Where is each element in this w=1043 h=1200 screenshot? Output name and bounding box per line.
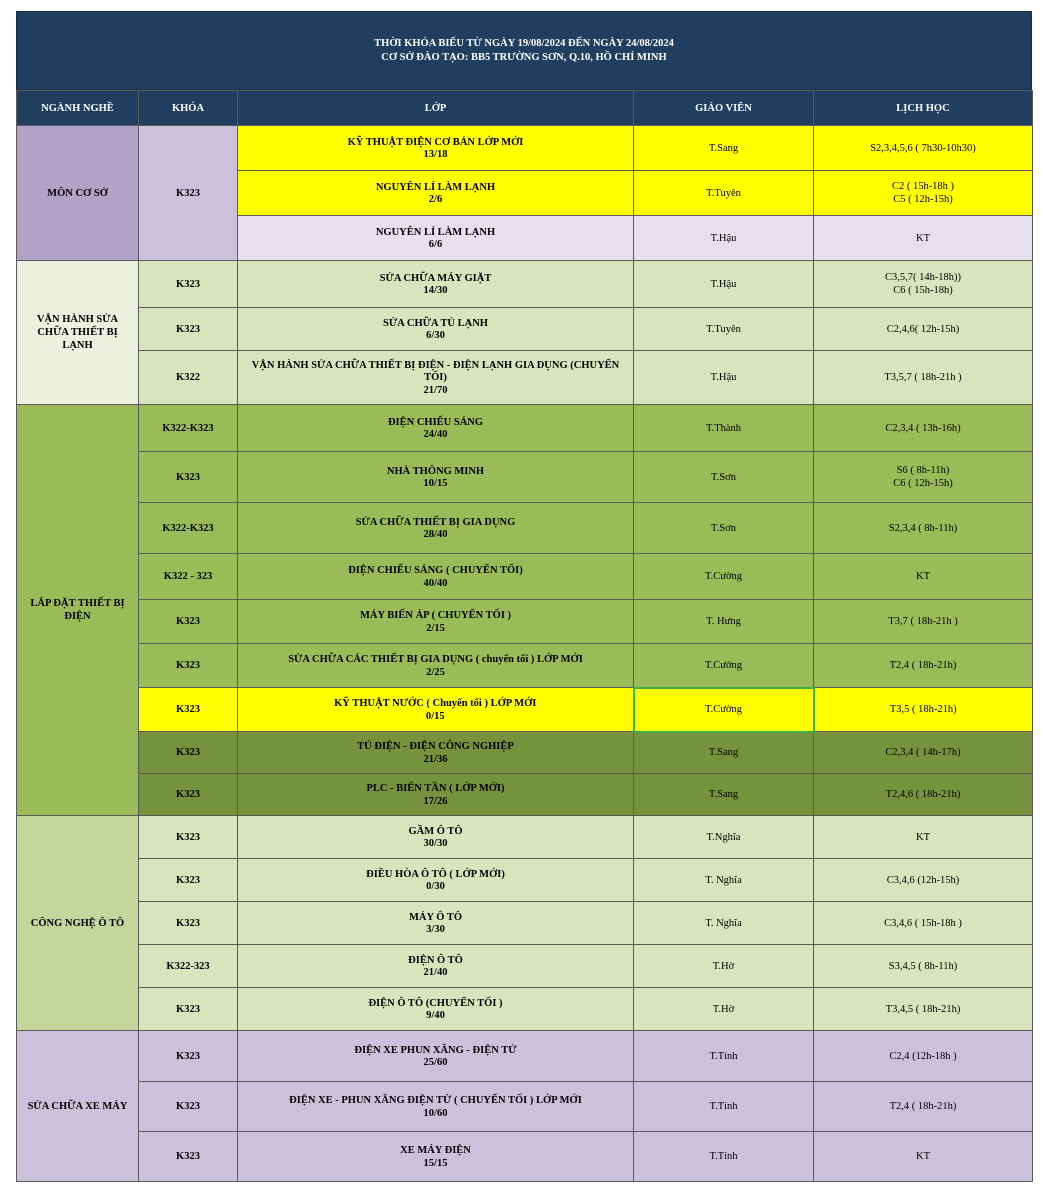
teacher-cell: T.Hờ	[634, 945, 814, 988]
schedule-body	[17, 126, 1033, 1182]
course-cell: K323	[139, 308, 238, 351]
schedule-table	[16, 90, 1033, 1182]
major-cell: LẮP ĐẶT THIẾT BỊ ĐIỆN	[17, 405, 139, 816]
schedule-line: T3,5 ( 18h-21h)	[889, 704, 957, 715]
schedule-line: KT	[916, 1151, 930, 1162]
schedule-line: T3,4,5 ( 18h-21h)	[885, 1003, 961, 1015]
schedule-cell	[814, 503, 1033, 554]
class-name: XE MÁY ĐIỆN	[400, 1145, 471, 1156]
table-row	[17, 452, 1033, 503]
enrollment-count: 25/60	[423, 1057, 448, 1068]
major-cell: SỬA CHỮA XE MÁY	[17, 1031, 139, 1182]
table-row	[17, 902, 1033, 945]
schedule-cell	[814, 816, 1033, 859]
teacher-cell: T.Hậu	[634, 261, 814, 308]
schedule-line: T2,4 ( 18h-21h)	[889, 1101, 957, 1112]
course-cell: K323	[139, 988, 238, 1031]
schedule-cell	[814, 308, 1033, 351]
class-cell	[238, 351, 634, 405]
schedule-cell	[814, 216, 1033, 261]
class-cell	[238, 452, 634, 503]
class-name: NGUYÊN LÍ LÀM LẠNH	[375, 226, 496, 238]
teacher-cell: T. Nghĩa	[634, 902, 814, 945]
class-name: SỬA CHỮA TỦ LẠNH	[383, 317, 488, 329]
schedule-line: C3,4,6 ( 15h-18h )	[884, 917, 962, 929]
schedule-cell	[814, 859, 1033, 902]
course-cell: K323	[139, 126, 238, 261]
schedule-line: T2,4 ( 18h-21h)	[889, 660, 957, 671]
table-row	[17, 774, 1033, 816]
enrollment-count: 0/15	[425, 710, 445, 722]
schedule-cell	[814, 126, 1033, 171]
table-row	[17, 600, 1033, 644]
schedule-line: C3,5,7( 14h-18h))	[884, 272, 962, 283]
course-cell: K323	[139, 732, 238, 774]
table-row	[17, 945, 1033, 988]
schedule-line: KT	[916, 232, 930, 244]
schedule-line: C6 ( 15h-18h)	[893, 285, 953, 296]
class-cell	[238, 774, 634, 816]
class-name: SỬA CHỮA THIẾT BỊ GIA DỤNG	[355, 516, 516, 528]
header-schedule: LỊCH HỌC	[814, 91, 1033, 126]
class-name: ĐIỆN Ô TÔ (CHUYỂN TỐI )	[368, 997, 503, 1009]
class-cell	[238, 171, 634, 216]
schedule-line: S3,4,5 ( 8h-11h)	[888, 960, 958, 972]
teacher-cell: T.Sơn	[634, 503, 814, 554]
class-cell	[238, 216, 634, 261]
schedule-line: C5 ( 12h-15h)	[893, 194, 953, 205]
teacher-cell: T.Thành	[634, 405, 814, 452]
major-cell: MÔN CƠ SỞ	[17, 126, 139, 261]
table-row	[17, 859, 1033, 902]
teacher-cell: T.Sơn	[634, 452, 814, 503]
header-row	[17, 91, 1033, 126]
schedule-cell	[814, 171, 1033, 216]
major-cell: VẬN HÀNH SỬA CHỮA THIẾT BỊ LẠNH	[17, 261, 139, 405]
class-cell	[238, 1132, 634, 1182]
table-row	[17, 688, 1033, 732]
teacher-cell: T.Tính	[634, 1082, 814, 1132]
enrollment-count: 3/30	[426, 924, 445, 935]
class-cell	[238, 732, 634, 774]
class-cell	[238, 1031, 634, 1082]
class-cell	[238, 644, 634, 688]
table-row	[17, 351, 1033, 405]
class-cell	[238, 600, 634, 644]
class-name: KỸ THUẬT ĐIỆN CƠ BẢN LỚP MỚI	[347, 136, 524, 148]
enrollment-count: 40/40	[423, 577, 448, 589]
teacher-cell: T.Sang	[634, 732, 814, 774]
class-cell	[238, 902, 634, 945]
class-cell	[238, 308, 634, 351]
schedule-cell	[814, 902, 1033, 945]
class-name: NHÀ THÔNG MINH	[386, 465, 485, 477]
class-name: TỦ ĐIỆN - ĐIỆN CÔNG NGHIỆP	[357, 741, 514, 752]
teacher-cell: T.Cường	[634, 644, 814, 688]
major-cell: CÔNG NGHỆ Ô TÔ	[17, 816, 139, 1031]
enrollment-count: 15/15	[423, 1157, 448, 1169]
enrollment-count: 9/40	[426, 1010, 445, 1021]
teacher-cell: T.Sang	[634, 126, 814, 171]
table-row	[17, 503, 1033, 554]
class-cell	[238, 503, 634, 554]
enrollment-count: 6/30	[426, 330, 445, 341]
schedule-line: C6 ( 12h-15h)	[893, 478, 953, 489]
schedule-cell	[814, 774, 1033, 816]
schedule-line: C2 ( 15h-18h )	[891, 181, 955, 192]
class-cell	[238, 126, 634, 171]
course-cell: K322 - 323	[139, 554, 238, 600]
enrollment-count: 21/40	[423, 967, 448, 978]
course-cell: K322-K323	[139, 503, 238, 554]
enrollment-count: 2/6	[428, 194, 443, 205]
course-cell: K323	[139, 902, 238, 945]
teacher-cell: T.Nghĩa	[634, 816, 814, 859]
schedule-line: S6 ( 8h-11h)	[896, 465, 950, 476]
enrollment-count: 2/15	[426, 622, 445, 634]
course-cell: K323	[139, 1132, 238, 1182]
schedule-line: S2,3,4 ( 8h-11h)	[888, 522, 958, 534]
enrollment-count: 24/40	[423, 429, 448, 440]
class-cell	[238, 688, 634, 732]
table-row	[17, 308, 1033, 351]
teacher-cell: T.Hậu	[634, 216, 814, 261]
course-cell: K323	[139, 859, 238, 902]
teacher-cell: T.Tuyên	[634, 171, 814, 216]
table-row	[17, 1132, 1033, 1182]
schedule-line: C2,3,4 ( 13h-16h)	[885, 422, 961, 434]
schedule-line: C2,3,4 ( 14h-17h)	[885, 747, 961, 758]
schedule-cell	[814, 688, 1033, 732]
title-campus: CƠ SỞ ĐÀO TẠO: BB5 TRƯỜNG SƠN, Q.10, HỒ CHÍ MINH	[381, 51, 667, 63]
teacher-cell: T.Cường	[634, 688, 814, 732]
course-cell: K323	[139, 452, 238, 503]
teacher-cell: T.Cường	[634, 554, 814, 600]
enrollment-count: 14/30	[423, 285, 448, 296]
header-class: LỚP	[238, 91, 634, 126]
schedule-cell	[814, 261, 1033, 308]
table-row	[17, 261, 1033, 308]
class-name: ĐIỆN XE PHUN XĂNG - ĐIỆN TỬ	[354, 1044, 517, 1056]
table-row	[17, 1031, 1033, 1082]
header-teacher: GIÁO VIÊN	[634, 91, 814, 126]
enrollment-count: 10/15	[423, 478, 448, 489]
schedule-cell	[814, 1132, 1033, 1182]
enrollment-count: 21/36	[423, 753, 448, 765]
class-cell	[238, 405, 634, 452]
schedule-line: KT	[916, 571, 930, 582]
table-row	[17, 554, 1033, 600]
course-cell: K323	[139, 1031, 238, 1082]
class-cell	[238, 816, 634, 859]
class-name: ĐIỀU HÒA Ô TÔ ( LỚP MỚI)	[366, 868, 505, 880]
schedule-cell	[814, 988, 1033, 1031]
enrollment-count: 0/30	[426, 881, 445, 892]
schedule-cell	[814, 452, 1033, 503]
course-cell: K323	[139, 774, 238, 816]
header-major: NGÀNH NGHỀ	[17, 91, 139, 126]
course-cell: K323	[139, 644, 238, 688]
schedule-cell	[814, 351, 1033, 405]
schedule-cell	[814, 600, 1033, 644]
enrollment-count: 10/60	[423, 1107, 448, 1119]
course-cell: K323	[139, 1082, 238, 1132]
class-name: ĐIỆN CHIẾU SÁNG	[387, 416, 484, 428]
teacher-cell: T. Nghĩa	[634, 859, 814, 902]
enrollment-count: 13/18	[423, 149, 448, 160]
enrollment-count: 21/70	[423, 384, 448, 396]
schedule-line: T3,7 ( 18h-21h )	[888, 616, 958, 627]
enrollment-count: 17/26	[423, 795, 448, 807]
schedule-cell	[814, 405, 1033, 452]
class-name: SỬA CHỮA MÁY GIẶT	[379, 272, 492, 284]
schedule-line: S2,3,4,5,6 ( 7h30-10h30)	[870, 142, 976, 154]
schedule-line: T3,5,7 ( 18h-21h )	[884, 372, 962, 383]
class-cell	[238, 988, 634, 1031]
class-name: ĐIỆN Ô TÔ	[408, 954, 463, 966]
class-cell	[238, 945, 634, 988]
table-row	[17, 988, 1033, 1031]
course-cell: K322	[139, 351, 238, 405]
class-cell	[238, 554, 634, 600]
teacher-cell: T.Tuyên	[634, 308, 814, 351]
schedule-line: C2,4 (12h-18h )	[889, 1050, 957, 1062]
course-cell: K322-K323	[139, 405, 238, 452]
class-cell	[238, 1082, 634, 1132]
class-name: GẦM Ô TÔ	[408, 825, 463, 837]
table-row	[17, 732, 1033, 774]
class-name: MÁY Ô TÔ	[408, 911, 463, 923]
schedule-cell	[814, 1082, 1033, 1132]
schedule-cell	[814, 1031, 1033, 1082]
table-row	[17, 816, 1033, 859]
title-date-range: THỜI KHÓA BIỂU TỪ NGÀY 19/08/2024 ĐẾN NGÀY 24/08/2024	[374, 37, 674, 49]
teacher-cell: T.Tính	[634, 1132, 814, 1182]
timetable-title	[16, 11, 1032, 90]
course-cell: K323	[139, 688, 238, 732]
class-name: ĐIỆN CHIẾU SÁNG ( CHUYỂN TỐI)	[348, 565, 523, 576]
schedule-line: KT	[916, 831, 930, 843]
class-name: ĐIỆN XE - PHUN XĂNG ĐIỆN TỬ ( CHUYỂN TỐI ) LỚP MỚI	[289, 1095, 582, 1106]
teacher-cell: T.Sang	[634, 774, 814, 816]
class-cell	[238, 859, 634, 902]
course-cell: K322-323	[139, 945, 238, 988]
teacher-cell: T.Tính	[634, 1031, 814, 1082]
table-row	[17, 126, 1033, 171]
enrollment-count: 30/30	[423, 838, 448, 849]
table-row	[17, 1082, 1033, 1132]
course-cell: K323	[139, 600, 238, 644]
teacher-cell: T.Hờ	[634, 988, 814, 1031]
enrollment-count: 2/25	[426, 666, 445, 678]
schedule-cell	[814, 554, 1033, 600]
course-cell: K323	[139, 816, 238, 859]
schedule-cell	[814, 945, 1033, 988]
table-row	[17, 405, 1033, 452]
teacher-cell: T.Hậu	[634, 351, 814, 405]
class-name: VẬN HÀNH SỬA CHỮA THIẾT BỊ ĐIỆN - ĐIỆN LẠNH GIA DỤNG (CHUYỂN TỐI)	[251, 359, 620, 384]
schedule-line: T2,4,6 ( 18h-21h)	[885, 789, 961, 800]
enrollment-count: 6/6	[428, 239, 443, 250]
teacher-cell: T. Hưng	[634, 600, 814, 644]
schedule-cell	[814, 732, 1033, 774]
class-name: PLC - BIẾN TẦN ( LỚP MỚI)	[366, 783, 505, 794]
header-course: KHÓA	[139, 91, 238, 126]
class-name: KỸ THUẬT NƯỚC ( Chuyển tối ) LỚP MỚI	[334, 698, 537, 709]
schedule-line: C2,4,6( 12h-15h)	[886, 323, 960, 335]
table-row	[17, 644, 1033, 688]
enrollment-count: 28/40	[423, 529, 448, 540]
class-cell	[238, 261, 634, 308]
class-name: SỬA CHỮA CÁC THIẾT BỊ GIA DỤNG ( chuyển tối ) LỚP MỚI	[288, 654, 583, 665]
class-name: MÁY BIẾN ÁP ( CHUYỂN TỐI )	[359, 610, 512, 621]
schedule-cell	[814, 644, 1033, 688]
class-name: NGUYÊN LÍ LÀM LẠNH	[375, 181, 496, 193]
timetable-sheet	[16, 11, 1032, 1182]
schedule-line: C3,4,6 (12h-15h)	[886, 874, 960, 886]
course-cell: K323	[139, 261, 238, 308]
